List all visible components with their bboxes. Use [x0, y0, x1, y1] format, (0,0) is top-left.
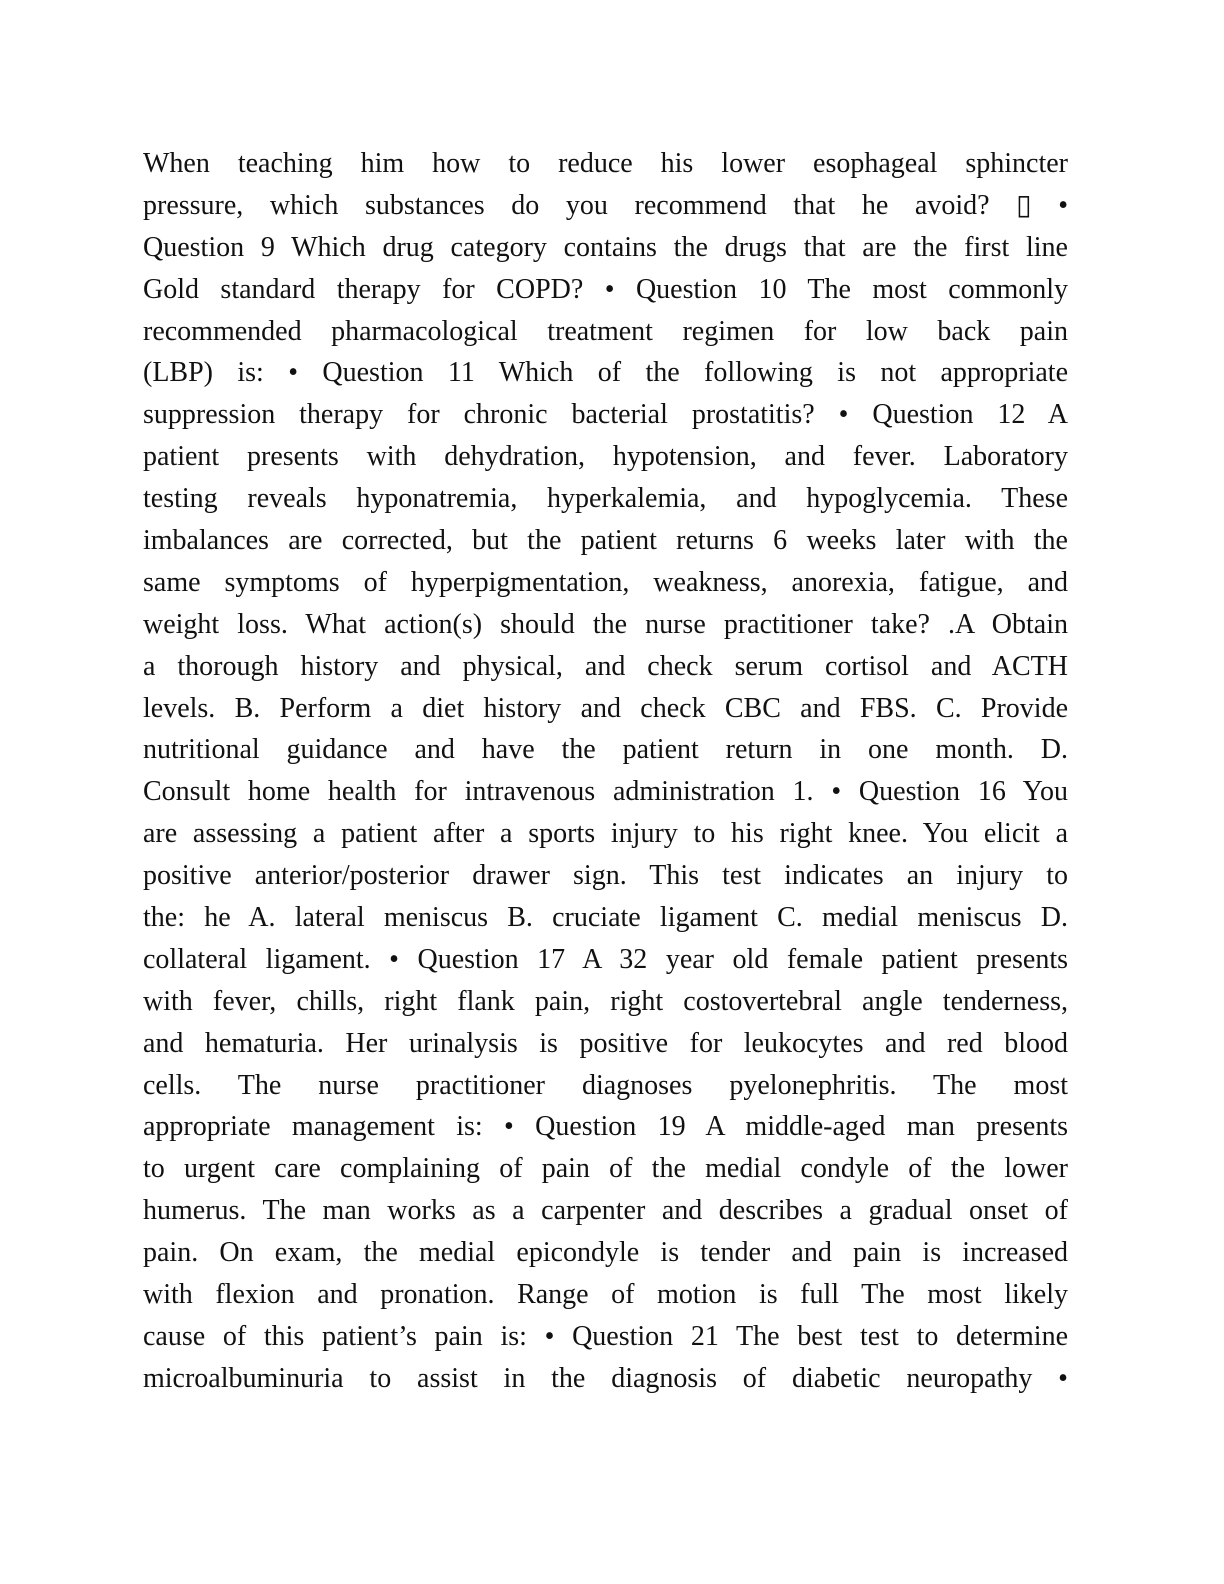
text-line: positive anterior/posterior drawer sign. This test indicates an injury to [143, 860, 1068, 892]
text-line: appropriate management is: • Question 19 A middle-aged man presents [143, 1111, 1068, 1143]
text-line: Gold standard therapy for COPD? • Question 10 The most commonly [143, 273, 1068, 305]
text-line: cells. The nurse practitioner diagnoses pyelonephritis. The most [143, 1069, 1068, 1101]
text-line: with flexion and pronation. Range of motion is full The most likely [143, 1279, 1068, 1311]
document-page [143, 143, 1068, 1400]
text-line: testing reveals hyponatremia, hyperkalemia, and hypoglycemia. These [143, 483, 1068, 515]
text-line: Question 9 Which drug category contains the drugs that are the first line [143, 231, 1068, 263]
text-line: suppression therapy for chronic bacterial prostatitis? • Question 12 A [143, 399, 1068, 431]
text-line: with fever, chills, right flank pain, right costovertebral angle tenderness, [143, 985, 1068, 1017]
text-line: the: he A. lateral meniscus B. cruciate ligament C. medial meniscus D. [143, 902, 1068, 934]
text-line: to urgent care complaining of pain of the medial condyle of the lower [143, 1153, 1068, 1185]
text-line: humerus. The man works as a carpenter and describes a gradual onset of [143, 1195, 1068, 1227]
text-line: imbalances are corrected, but the patient returns 6 weeks later with the [143, 525, 1068, 557]
text-line: nutritional guidance and have the patient return in one month. D. [143, 734, 1068, 766]
text-line: cause of this patient’s pain is: • Question 21 The best test to determine [143, 1320, 1068, 1352]
text-line: collateral ligament. • Question 17 A 32 year old female patient presents [143, 943, 1068, 975]
text-line: pain. On exam, the medial epicondyle is tender and pain is increased [143, 1237, 1068, 1269]
text-line: recommended pharmacological treatment regimen for low back pain [143, 315, 1068, 347]
text-line: pressure, which substances do you recommend that he avoid? ▯ • [143, 189, 1068, 221]
text-line: patient presents with dehydration, hypotension, and fever. Laboratory [143, 441, 1068, 473]
text-line: (LBP) is: • Question 11 Which of the following is not appropriate [143, 357, 1068, 389]
text-line: same symptoms of hyperpigmentation, weakness, anorexia, fatigue, and [143, 566, 1068, 598]
text-line: weight loss. What action(s) should the nurse practitioner take? .A Obtain [143, 608, 1068, 640]
text-line: Consult home health for intravenous administration 1. • Question 16 You [143, 776, 1068, 808]
text-line: microalbuminuria to assist in the diagnosis of diabetic neuropathy • [143, 1362, 1068, 1394]
text-line: a thorough history and physical, and check serum cortisol and ACTH [143, 650, 1068, 682]
text-line: and hematuria. Her urinalysis is positive for leukocytes and red blood [143, 1027, 1068, 1059]
text-line: levels. B. Perform a diet history and check CBC and FBS. C. Provide [143, 692, 1068, 724]
text-line: When teaching him how to reduce his lower esophageal sphincter [143, 148, 1068, 179]
text-line: are assessing a patient after a sports injury to his right knee. You elicit a [143, 818, 1068, 850]
